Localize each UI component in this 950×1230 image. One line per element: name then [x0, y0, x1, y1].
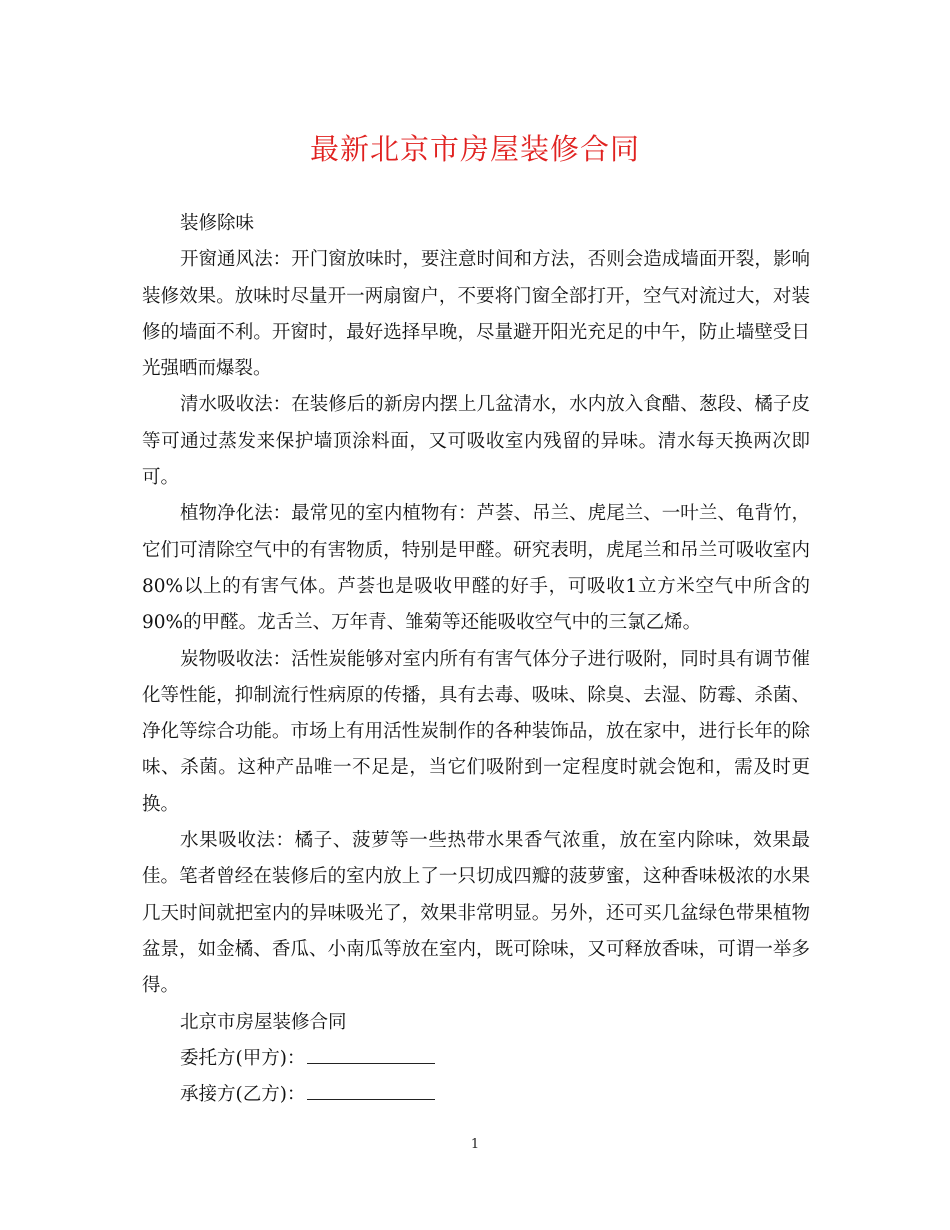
paragraph-charcoal: 炭物吸收法：活性炭能够对室内所有有害气体分子进行吸附，同时具有调节催化等性能，抑制流行性病原的传播，具有去毒、吸味、除臭、去湿、防霉、杀菌、净化等综合功能。市场上有用活性炭制作的各种装饰品，放在家中，进行长年的除味、杀菌。这种产品唯一不足是，当它们吸附到一定程度时就会饱和，需及时更换。	[142, 648, 810, 815]
party-a-line	[142, 1041, 810, 1077]
paragraph-ventilation: 开窗通风法：开门窗放味时，要注意时间和方法，否则会造成墙面开裂，影响装修效果。放味时尽量开一两扇窗户，不要将门窗全部打开，空气对流过大，对装修的墙面不利。开窗时，最好选择早晚，尽量避开阳光充足的中午，防止墙壁受日光强晒而爆裂。	[142, 249, 810, 380]
party-a-label: 委托方(甲方)：	[180, 1047, 306, 1069]
party-b-label: 承接方(乙方)：	[180, 1084, 306, 1106]
paragraph-plants: 植物净化法：最常见的室内植物有：芦荟、吊兰、虎尾兰、一叶兰、龟背竹，它们可清除空气中的有害物质，特别是甲醛。研究表明，虎尾兰和吊兰可吸收室内80%以上的有害气体。芦荟也是吸收甲醛的好手，可吸收1立方米空气中所含的90%的甲醛。龙舌兰、万年青、雏菊等还能吸收空气中的三氯乙烯。	[142, 503, 810, 634]
party-b-line	[142, 1077, 810, 1113]
party-a-blank	[307, 1045, 435, 1064]
paragraph-water: 清水吸收法：在装修后的新房内摆上几盆清水，水内放入食醋、葱段、橘子皮等可通过蒸发来保护墙顶涂料面，又可吸收室内残留的异味。清水每天换两次即可。	[142, 394, 810, 489]
document-title: 最新北京市房屋装修合同	[309, 132, 640, 166]
document-body	[142, 206, 810, 1113]
page-number: 1	[470, 1137, 480, 1152]
party-b-blank	[307, 1081, 435, 1100]
section-heading: 装修除味	[180, 213, 255, 234]
paragraph-fruit: 水果吸收法：橘子、菠萝等一些热带水果香气浓重，放在室内除味，效果最佳。笔者曾经在装修后的室内放上了一只切成四瓣的菠萝蜜，这种香味极浓的水果几天时间就把室内的异味吸光了，效果非常明显。另外，还可买几盆绿色带果植物盆景，如金橘、香瓜、小南瓜等放在室内，既可除味，又可释放香味，可谓一举多得。	[142, 830, 810, 997]
contract-heading: 北京市房屋装修合同	[180, 1011, 347, 1033]
